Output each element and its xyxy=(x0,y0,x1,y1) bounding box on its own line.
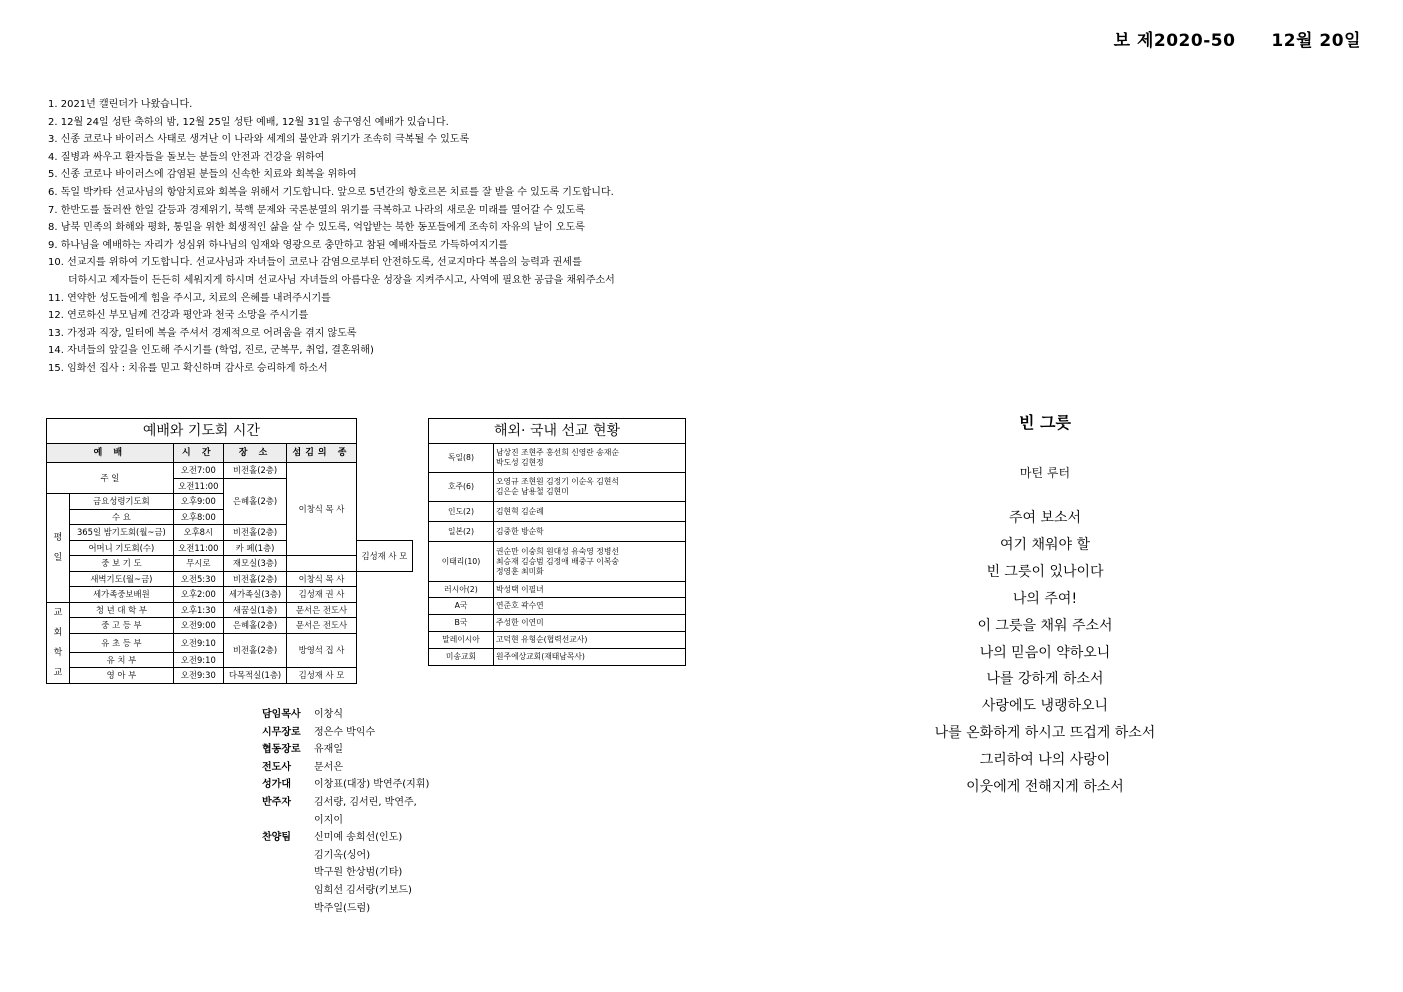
service-time: 오전5:30 xyxy=(173,571,223,587)
missionary-line: 정영훈 최미화 xyxy=(496,566,544,576)
service-time: 오전9:10 xyxy=(173,652,223,668)
service-place: 비전홀(2층) xyxy=(223,525,286,541)
mission-names xyxy=(494,502,686,522)
staff-role: 성가대 xyxy=(262,779,291,791)
staff-name: 정은수 박익수 xyxy=(314,726,376,738)
table-row xyxy=(429,649,686,666)
poem-line: 이 그릇을 채워 주소서 xyxy=(977,617,1113,634)
staff-name: 임희선 김서량(키보드) xyxy=(314,884,412,896)
staff-name: 유재일 xyxy=(314,744,343,756)
poem xyxy=(880,408,1210,801)
poem-line: 그리하여 나의 사랑이 xyxy=(979,752,1111,769)
poem-title: 빈 그릇 xyxy=(1019,413,1071,432)
mission-names xyxy=(494,522,686,542)
notice-item: 7. 한반도를 둘러싼 한일 갈등과 경제위기, 북핵 문제와 국론분열의 위기를 극복하고 나라의 새로운 미래를 열어갈 수 있도록 xyxy=(48,204,585,216)
missionary-line: 연준호 곽수연 xyxy=(496,601,544,610)
notice-item: 2. 12월 24일 성탄 축하의 밤, 12월 25일 성탄 예배, 12월 31일 송구영신 예배가 있습니다. xyxy=(48,116,449,128)
service-name: 세가족중보배원 xyxy=(70,587,174,603)
col-header-leader: 섬김의 종 xyxy=(287,444,357,463)
service-leader: 김성재 사 모 xyxy=(287,668,357,684)
service-place: 비전홀(2층) xyxy=(223,633,286,668)
missionary-line: 박성택 이필녀 xyxy=(496,584,544,594)
table-row xyxy=(429,444,686,473)
notice-item: 12. 연로하신 부모님께 건강과 평안과 천국 소망을 주시기를 xyxy=(48,310,309,322)
service-place: 비전홀(2층) xyxy=(223,571,286,587)
poem-lines xyxy=(880,505,1210,801)
poem-author: 마틴 루터 xyxy=(1019,466,1071,480)
mission-country: A국 xyxy=(429,598,494,615)
missionary-line: 원주에상교회(재태남목사) xyxy=(496,652,585,661)
staff-role: 전도사 xyxy=(262,761,291,773)
table-row xyxy=(429,615,686,632)
missionary-line: 김중한 방순학 xyxy=(496,526,544,536)
service-time: 오후8시 xyxy=(173,525,223,541)
missionary-line: 오영규 조현원 김정기 이순옥 김현석 xyxy=(496,477,619,486)
poem-line: 여기 채워야 할 xyxy=(999,536,1091,553)
notice-item: 8. 남북 민족의 화해와 평화, 통일을 위한 희생적인 삶을 살 수 있도록, 억압받는 북한 동포들에게 조속히 자유의 날이 오도록 xyxy=(48,222,585,234)
service-name: 중 보 기 도 xyxy=(70,556,174,572)
mission-country: 미송교회 xyxy=(429,649,494,666)
notice-item: 11. 연약한 성도들에게 힘을 주시고, 치료의 은혜를 내려주시기를 xyxy=(48,292,331,304)
notice-item: 5. 신종 코로나 바이러스에 감염된 분들의 신속한 치료와 회복을 위하여 xyxy=(48,169,357,181)
staff-row xyxy=(262,706,479,724)
service-time: 오전11:00 xyxy=(173,540,223,556)
staff-row xyxy=(262,776,479,794)
service-time: 오전7:00 xyxy=(173,463,223,479)
service-place: 카 페(1층) xyxy=(223,540,286,556)
missionary-line: 고덕현 유형순(협력선교사) xyxy=(496,635,588,644)
service-leader: 방영석 집 사 xyxy=(287,633,357,668)
side-label-school: 교 회 학 교 xyxy=(47,602,70,683)
col-header-service: 예 배 xyxy=(47,444,174,463)
missionary-line: 최승재 김승범 김정애 배중구 이복숭 xyxy=(496,556,619,566)
notice-item: 6. 독일 박카타 선교사님의 항암치료와 회복을 위해서 기도합니다. 앞으로 5년간의 항호르몬 치료를 잘 받을 수 있도록 기도합니다. xyxy=(48,186,614,198)
notice-item: 13. 가정과 직장, 일터에 복을 주셔서 경제적으로 어려움을 겪지 않도록 xyxy=(48,327,357,339)
missions-table-title: 해외· 국내 선교 현황 xyxy=(429,419,686,444)
table-row xyxy=(47,618,413,634)
service-place: 세가족실(3층) xyxy=(223,587,286,603)
bulletin-header xyxy=(1114,26,1361,51)
missionary-line: 남상진 조현주 홍선희 신영란 송재순 xyxy=(496,448,619,457)
service-time: 오전9:30 xyxy=(173,668,223,684)
service-name: 영 아 부 xyxy=(70,668,174,684)
missionary-line: 박도성 김현정 xyxy=(496,458,544,467)
col-header-time: 시 간 xyxy=(173,444,223,463)
mission-country: 이태리(10) xyxy=(429,542,494,582)
poem-line: 사랑에도 냉랭하오니 xyxy=(981,698,1109,715)
staff-name: 김기옥(싱어) xyxy=(314,849,371,861)
staff-name: 박주일(드럼) xyxy=(314,902,371,914)
worship-schedule-table xyxy=(46,418,413,684)
service-name: 365일 밤기도회(월~금) xyxy=(70,525,174,541)
notice-item: 10. 선교지를 위하여 기도합니다. 선교사님과 자녀들이 코로나 감염으로부터 안전하도록, 선교지마다 복음의 능력과 권세를 xyxy=(48,257,582,269)
table-row xyxy=(429,598,686,615)
poem-line: 나의 믿음이 약하오니 xyxy=(979,644,1111,661)
mission-names xyxy=(494,542,686,582)
staff-row xyxy=(262,741,479,759)
service-place: 재모실(3층) xyxy=(223,556,286,572)
notice-item: 4. 질병과 싸우고 환자들을 돌보는 분들의 안전과 건강을 위하여 xyxy=(48,151,325,163)
service-leader: 문서은 전도사 xyxy=(287,618,357,634)
notice-item-continued: 더하시고 제자들이 든든히 세워지게 하시며 선교사님 자녀들의 아름다운 성장을 지켜주시고, 사역에 필요한 공급을 채워주소서 xyxy=(68,274,615,286)
table-row xyxy=(429,582,686,598)
table-row xyxy=(429,632,686,649)
prayer-notices xyxy=(48,96,688,378)
service-place: 비전홀(2층) xyxy=(223,463,286,479)
table-row xyxy=(429,542,686,582)
poem-line: 이웃에게 전해지게 하소서 xyxy=(966,779,1124,796)
service-leader: 김성재 권 사 xyxy=(287,587,357,603)
service-time: 무시로 xyxy=(173,556,223,572)
issue-date: 12월 20일 xyxy=(1271,31,1361,51)
service-time: 오후9:00 xyxy=(173,494,223,510)
service-leader: 문서은 전도사 xyxy=(287,602,357,618)
notice-item: 3. 신종 코로나 바이러스 사태로 생겨난 이 나라와 세계의 불안과 위기가 조속히 극복될 수 있도록 xyxy=(48,134,470,146)
service-place: 은혜홀(2층) xyxy=(223,618,286,634)
table-row xyxy=(47,602,413,618)
table-row xyxy=(429,522,686,542)
staff-row xyxy=(262,759,479,777)
table-row xyxy=(47,668,413,684)
staff-name: 신미예 송희선(인도) xyxy=(314,832,403,844)
poem-line: 주여 보소서 xyxy=(1008,510,1082,526)
staff-name: 이지이 xyxy=(314,814,343,826)
service-time: 오전11:00 xyxy=(173,478,223,494)
notice-item: 1. 2021년 캘린더가 나왔습니다. xyxy=(48,99,193,110)
service-name: 주 일 xyxy=(47,463,174,494)
service-leader: 김성재 사 모 xyxy=(356,540,412,571)
service-name: 유 초 등 부 xyxy=(70,633,174,652)
missions-table xyxy=(428,418,686,666)
service-time: 오전9:00 xyxy=(173,618,223,634)
staff-role: 협동장로 xyxy=(262,744,301,756)
notice-item: 14. 자녀들의 앞길을 인도해 주시기를 (학업, 진로, 군복무, 취업, 결혼위해) xyxy=(48,345,374,357)
col-header-place: 장 소 xyxy=(223,444,286,463)
service-time: 오후1:30 xyxy=(173,602,223,618)
table-row xyxy=(47,587,413,603)
missionary-line: 권순만 이숭희 원대성 유숙영 정병선 xyxy=(496,546,619,556)
missionary-line: 주성한 이연미 xyxy=(496,618,544,627)
mission-country: 호주(6) xyxy=(429,473,494,502)
mission-names xyxy=(494,473,686,502)
service-leader: 이창식 목 사 xyxy=(287,571,357,587)
notice-item: 15. 임화선 집사 : 치유를 믿고 확신하며 감사로 승리하게 하소서 xyxy=(48,362,328,374)
staff-name: 문서은 xyxy=(314,761,343,773)
issue-number: 보 제2020-50 xyxy=(1113,31,1236,51)
staff-row xyxy=(262,829,479,917)
service-place: 새꿈실(1층) xyxy=(223,602,286,618)
table-row xyxy=(47,525,413,541)
table-row xyxy=(47,571,413,587)
table-row xyxy=(429,502,686,522)
staff-name: 박구원 한상범(기타) xyxy=(314,867,403,879)
staff-name: 이창표(대장) 박연주(지휘) xyxy=(314,779,430,791)
staff-name: 이창식 xyxy=(314,709,343,720)
mission-country: 일본(2) xyxy=(429,522,494,542)
mission-names xyxy=(494,615,686,632)
poem-line: 나를 강하게 하소서 xyxy=(986,671,1104,688)
mission-names xyxy=(494,649,686,666)
mission-country: B국 xyxy=(429,615,494,632)
mission-country: 인도(2) xyxy=(429,502,494,522)
service-name: 어머니 기도회(수) xyxy=(70,540,174,556)
service-place: 다목적실(1층) xyxy=(223,668,286,684)
service-time: 오후8:00 xyxy=(173,509,223,525)
mission-names xyxy=(494,582,686,598)
table-row xyxy=(47,540,413,556)
table-row xyxy=(47,463,413,479)
staff-role: 담임목사 xyxy=(262,709,301,720)
notice-item: 9. 하나님을 예배하는 자리가 성심위 하나님의 임재와 영광으로 충만하고 참된 예배자들로 가득하여지기를 xyxy=(48,239,508,251)
service-name: 유 치 부 xyxy=(70,652,174,668)
poem-line: 나를 온화하게 하시고 뜨겁게 하소서 xyxy=(934,725,1156,742)
staff-row xyxy=(262,724,479,742)
staff-role: 시무장로 xyxy=(262,726,301,738)
worship-table-title: 예배와 기도회 시간 xyxy=(47,419,357,444)
service-name: 중 고 등 부 xyxy=(70,618,174,634)
mission-names xyxy=(494,598,686,615)
poem-line: 빈 그릇이 있나이다 xyxy=(986,563,1104,580)
missionary-line: 김은순 남용철 김현미 xyxy=(496,487,569,496)
staff-role: 찬양팀 xyxy=(262,832,291,844)
staff-row xyxy=(262,794,479,829)
table-row xyxy=(47,633,413,652)
staff-role: 반주자 xyxy=(262,796,291,808)
missionary-line: 김현혁 김순례 xyxy=(496,506,544,516)
service-name: 청 년 대 학 부 xyxy=(70,602,174,618)
service-name: 수 요 xyxy=(70,509,174,525)
staff-name: 김서량, 김서린, 박연주, xyxy=(314,796,417,808)
table-row xyxy=(429,473,686,502)
side-label-weekday: 평 일 xyxy=(47,494,70,603)
service-name: 금요성령기도회 xyxy=(70,494,174,510)
service-place: 은혜홀(2층) xyxy=(223,478,286,525)
service-time: 오전9:10 xyxy=(173,633,223,652)
mission-names xyxy=(494,444,686,473)
mission-country: 말레이시아 xyxy=(429,632,494,649)
mission-country: 러시아(2) xyxy=(429,582,494,598)
service-time: 오후2:00 xyxy=(173,587,223,603)
poem-line: 나의 주여! xyxy=(1012,590,1078,607)
service-leader: 이창식 목 사 xyxy=(287,463,357,556)
staff-list xyxy=(262,706,479,917)
service-name: 새벽기도(월~금) xyxy=(70,571,174,587)
mission-country: 독일(8) xyxy=(429,444,494,473)
mission-names xyxy=(494,632,686,649)
